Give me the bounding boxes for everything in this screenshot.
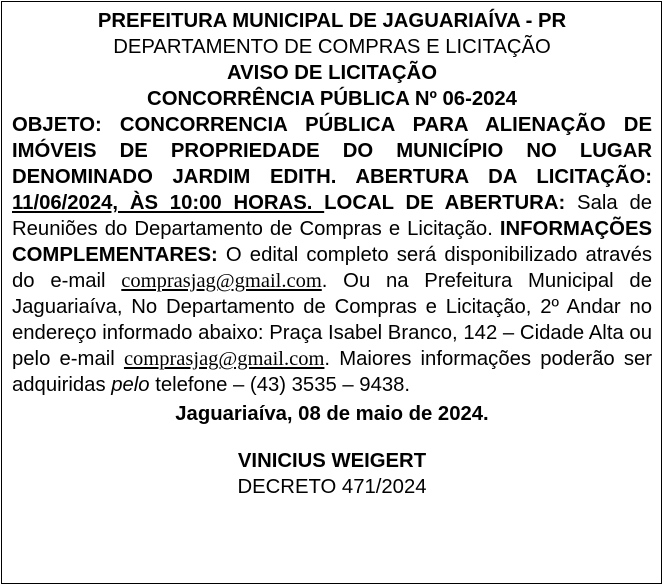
spacer [12, 427, 652, 448]
info-label: INFORMAÇÕES COMPLEMENTARES: [12, 218, 652, 266]
departamento-title: DEPARTAMENTO DE COMPRAS E LICITAÇÃO [113, 36, 551, 58]
local-label: LOCAL DE ABERTURA: [324, 192, 566, 214]
email-link-2[interactable]: comprasjag@gmail.com [123, 348, 325, 370]
objeto-text: OBJETO: CONCORRENCIA PÚBLICA PARA ALIENAÇÃO DE IMÓVEIS DE PROPRIEDADE DO MUNICÍPIO NO LUGAR DENOMINADO JARDIM EDITH. ABERTURA DA LICITAÇÃO: [12, 114, 652, 188]
more-info-text: . Maiores informações poderão ser adquiridas [12, 348, 652, 396]
notice-body [12, 112, 652, 398]
aviso-title: AVISO DE LICITAÇÃO [227, 62, 437, 84]
email-link-1[interactable]: comprasjag@gmail.com [121, 270, 322, 292]
address-text: . Ou na Prefeitura Municipal de Jaguariaíva, No Departamento de Compras e Licitação, 2º Andar no endereço informado abaixo: Praça Isabel Branco, 142 – Cidade Alta ou pelo e-mail [12, 270, 652, 370]
pelo-text: pelo [111, 374, 150, 396]
signer-name: VINICIUS WEIGERT [237, 450, 427, 472]
city-date: Jaguariaíva, 08 de maio de 2024. [175, 403, 489, 425]
info-text: O edital completo será disponibilizado através do e-mail [12, 244, 652, 292]
licitacao-notice [12, 8, 652, 500]
abertura-date: 11/06/2024, ÀS 10:00 HORAS. [12, 192, 325, 214]
phone-text: telefone – (43) 3535 – 9438. [149, 374, 411, 396]
concorrencia-title: CONCORRÊNCIA PÚBLICA Nº 06-2024 [147, 88, 517, 110]
prefeitura-title: PREFEITURA MUNICIPAL DE JAGUARIAÍVA - PR [97, 10, 567, 32]
decree-number: DECRETO 471/2024 [237, 476, 427, 498]
local-text: Sala de Reuniões do Departamento de Compras e Licitação. [12, 192, 652, 240]
